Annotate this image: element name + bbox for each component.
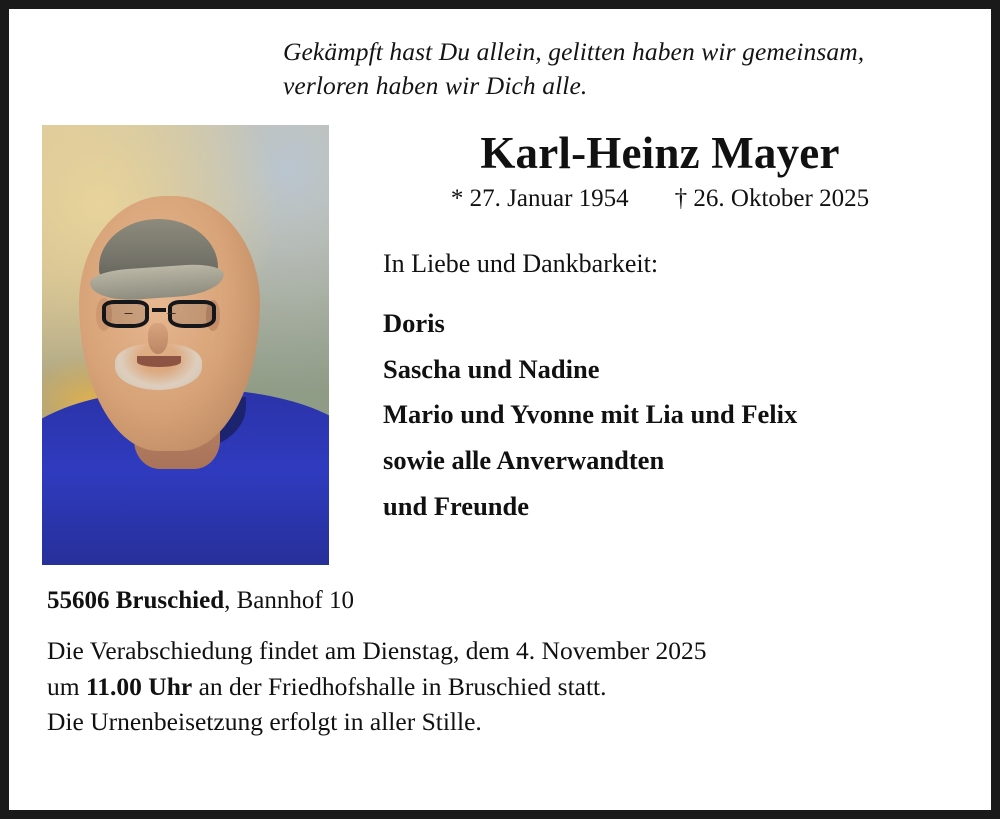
family-list <box>383 301 951 529</box>
main-row <box>33 125 951 565</box>
funeral-place: an der Friedhofshalle in Bruschied statt. <box>192 671 607 701</box>
funeral-line-2 <box>47 669 951 704</box>
glasses-bridge <box>152 308 166 312</box>
notice-content <box>9 9 991 810</box>
family-member: Sascha und Nadine <box>383 353 600 384</box>
family-member: und Freunde <box>383 490 530 521</box>
address-street: , Bannhof 10 <box>224 587 354 615</box>
deceased-name: Karl-Heinz Mayer <box>480 128 840 179</box>
funeral-line-1: Die Verabschiedung findet am Dienstag, dem 4. November 2025 <box>47 636 707 666</box>
death-date: † 26. Oktober 2025 <box>674 185 870 213</box>
funeral-time-prefix: um <box>47 671 86 701</box>
quote-line-1: Gekämpft hast Du allein, gelitten haben wir gemeinsam, <box>283 37 865 66</box>
dedication-line: In Liebe und Dankbarkeit: <box>383 249 659 279</box>
eye-right <box>167 313 175 314</box>
quote-line-2: verloren haben wir Dich alle. <box>283 71 588 101</box>
address-city: 55606 Bruschied <box>47 587 225 615</box>
funeral-time: 11.00 Uhr <box>85 671 193 701</box>
text-column <box>329 125 951 529</box>
eye-left <box>124 313 132 314</box>
birth-date: * 27. Januar 1954 <box>450 185 629 213</box>
funeral-line-3: Die Urnenbeisetzung erfolgt in aller Stille. <box>47 706 482 736</box>
life-dates <box>379 185 951 213</box>
family-member: Doris <box>383 308 445 339</box>
funeral-details <box>47 633 951 739</box>
quote-block <box>283 35 951 103</box>
family-member: Mario und Yvonne mit Lia und Felix <box>383 399 798 430</box>
portrait-photo <box>42 125 329 565</box>
lens-left <box>102 300 150 328</box>
mouth-shape <box>137 356 180 366</box>
glasses-shape <box>99 300 218 328</box>
family-member: sowie alle Anverwandten <box>383 445 665 476</box>
lens-right <box>168 300 216 328</box>
address-line <box>47 587 951 615</box>
head-shape <box>79 196 260 451</box>
